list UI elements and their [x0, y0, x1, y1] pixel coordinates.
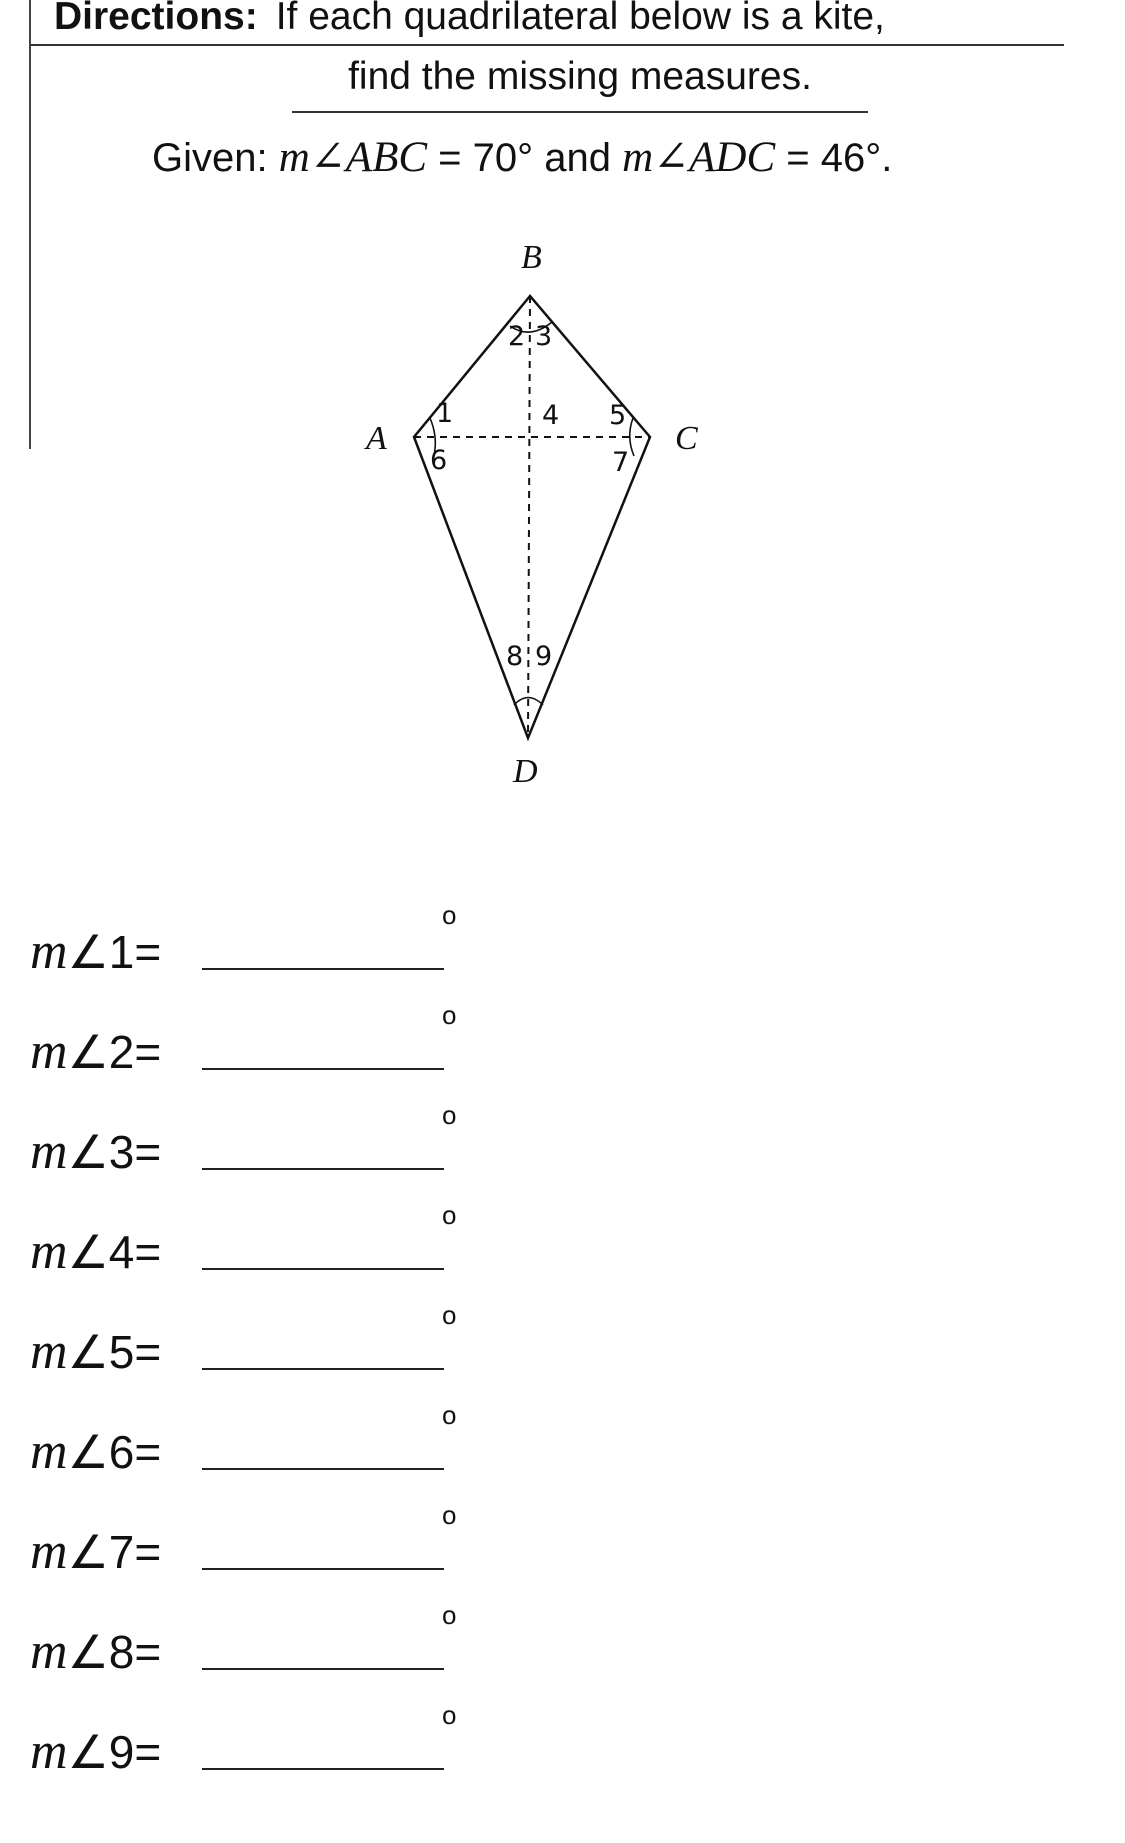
- angle-label-2: 2: [508, 321, 526, 352]
- answer-m: m: [30, 1123, 68, 1180]
- answer-label-3: [30, 1122, 161, 1182]
- angle-label-4: 4: [542, 400, 560, 431]
- given-angle-abc: m∠ABC: [278, 134, 428, 181]
- vertex-a-label: A: [366, 420, 387, 457]
- degree-symbol: o: [442, 1400, 457, 1430]
- answer-angle: ∠1=: [67, 926, 162, 978]
- degree-symbol: o: [442, 1300, 457, 1330]
- answer-row-4: [30, 1200, 457, 1292]
- answer-m: m: [30, 1523, 68, 1580]
- answer-row-7: [30, 1500, 457, 1592]
- vertex-c-label: C: [675, 420, 698, 457]
- directions-label: Directions:: [54, 0, 258, 38]
- answer-blank-5[interactable]: [202, 1368, 444, 1370]
- answer-label-5: [30, 1322, 161, 1382]
- answer-label-1: [30, 922, 161, 982]
- given-prefix: Given:: [152, 136, 279, 180]
- angle-label-1: 1: [436, 398, 454, 429]
- answer-angle: ∠9=: [67, 1726, 162, 1778]
- directions-text: If each quadrilateral below is a kite,: [275, 0, 885, 38]
- degree-symbol: o: [442, 1000, 457, 1030]
- answer-blank-7[interactable]: [202, 1568, 444, 1570]
- given-value-adc: = 46°.: [775, 136, 893, 180]
- degree-symbol: o: [442, 1500, 457, 1530]
- answer-row-9: [30, 1700, 457, 1792]
- answer-m: m: [30, 1023, 68, 1080]
- answer-label-2: [30, 1022, 161, 1082]
- answer-row-3: [30, 1100, 457, 1192]
- given-value-abc: = 70° and: [427, 136, 623, 180]
- answer-m: m: [30, 1723, 68, 1780]
- answer-label-6: [30, 1422, 161, 1482]
- directions-subtitle: find the missing measures.: [292, 52, 868, 113]
- vertex-d-label: D: [513, 753, 538, 790]
- answer-label-7: [30, 1522, 161, 1582]
- answer-angle: ∠6=: [67, 1426, 162, 1478]
- answer-row-1: [30, 900, 457, 992]
- answer-angle: ∠4=: [67, 1226, 162, 1278]
- angle-label-6: 6: [430, 445, 448, 476]
- angle-label-8: 8: [506, 641, 524, 672]
- answer-row-6: [30, 1400, 457, 1492]
- answer-m: m: [30, 923, 68, 980]
- answer-blank-2[interactable]: [202, 1068, 444, 1070]
- answer-blank-4[interactable]: [202, 1268, 444, 1270]
- degree-symbol: o: [442, 1700, 457, 1730]
- angle-label-7: 7: [612, 447, 630, 478]
- answer-blank-3[interactable]: [202, 1168, 444, 1170]
- vertex-b-label: B: [521, 239, 542, 276]
- answer-angle: ∠3=: [67, 1126, 162, 1178]
- answer-blank-8[interactable]: [202, 1668, 444, 1670]
- answer-m: m: [30, 1623, 68, 1680]
- answer-angle: ∠5=: [67, 1326, 162, 1378]
- answer-m: m: [30, 1223, 68, 1280]
- answer-label-9: [30, 1722, 161, 1782]
- answer-label-8: [30, 1622, 161, 1682]
- angle-label-3: 3: [535, 321, 553, 352]
- answer-angle: ∠7=: [67, 1526, 162, 1578]
- angle-label-9: 9: [535, 641, 553, 672]
- answer-label-4: [30, 1222, 161, 1282]
- answer-blank-6[interactable]: [202, 1468, 444, 1470]
- answer-m: m: [30, 1323, 68, 1380]
- answer-m: m: [30, 1423, 68, 1480]
- degree-symbol: o: [442, 1600, 457, 1630]
- degree-symbol: o: [442, 1200, 457, 1230]
- answer-row-5: [30, 1300, 457, 1392]
- degree-symbol: o: [442, 900, 457, 930]
- answer-blank-1[interactable]: [202, 968, 444, 970]
- answer-row-2: [30, 1000, 457, 1092]
- angle-label-5: 5: [609, 400, 627, 431]
- answer-angle: ∠2=: [67, 1026, 162, 1078]
- given-angle-adc: m∠ADC: [622, 134, 776, 181]
- answer-angle: ∠8=: [67, 1626, 162, 1678]
- answer-row-8: [30, 1600, 457, 1692]
- degree-symbol: o: [442, 1100, 457, 1130]
- answer-blank-9[interactable]: [202, 1768, 444, 1770]
